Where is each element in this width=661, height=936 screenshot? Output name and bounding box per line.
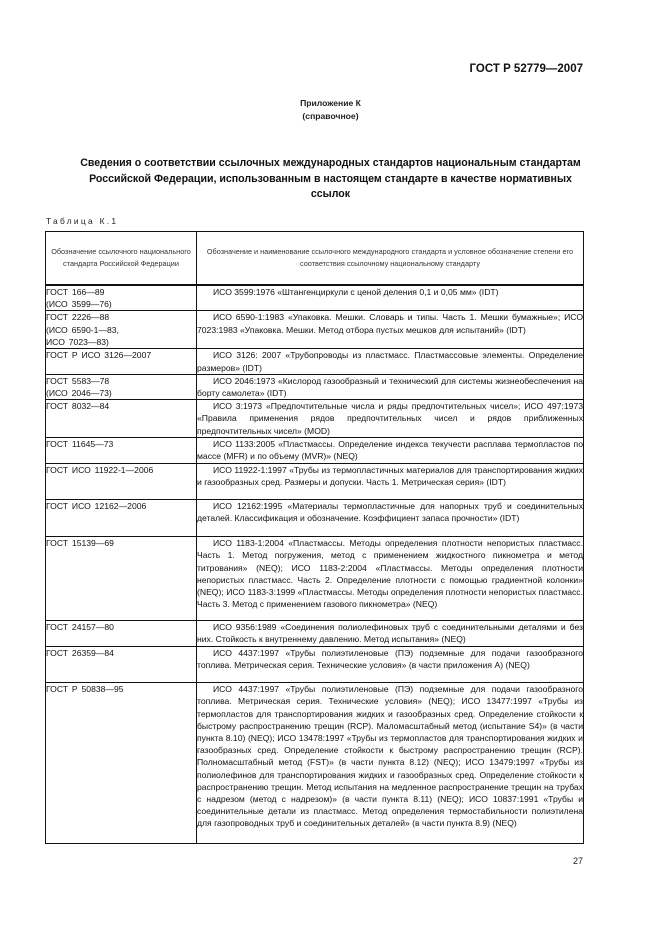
international-standard-text: ИСО 3599:1976 «Штангенциркули с ценой деления 0,1 и 0,05 мм» (IDT) [213, 287, 499, 297]
national-standard-cell [46, 349, 197, 374]
national-standard: ГОСТ 5583—78 [46, 375, 110, 386]
national-standard: ГОСТ 15139—69 [46, 538, 114, 549]
national-standard-cell [46, 400, 197, 438]
international-standard-cell [197, 621, 584, 647]
international-standard-text: ИСО 3126: 2007 «Трубопроводы из пластмасс. Пластмассовые элементы. Определение размеров» (IDT) [197, 350, 583, 373]
table-row [46, 285, 584, 311]
national-standard: ГОСТ ИСО 12162—2006 [46, 501, 147, 512]
national-standard: ГОСТ 166—89 [46, 287, 105, 297]
column-header-national [46, 232, 197, 286]
national-standard: ГОСТ 2226—88 [46, 312, 110, 323]
international-standard-text: ИСО 1183-1:2004 «Пластмассы. Методы определения плотности непористых пластмасс. Часть 1. Метод погружения, метод с применением жидкостного пикнометра и метод титрования» (NEQ); ИСО 1183-2:2004 «Пластмассы. Методы определения плотности непористых пластмасс. Часть 2. Определение плотности с помощью градиентной колонки» (NEQ); ИСО 1183-3:1999 «Пластмассы. Методы определения плотности непористых пластмасс. Часть 3. Метод с применением газового пикнометра» (NEQ) [197, 538, 583, 610]
header-line: Обозначение ссылочного [51, 247, 138, 257]
national-standard: ГОСТ 11645—73 [46, 439, 114, 450]
international-standard-text: ИСО 11922-1:1997 «Трубы из термопластичных материалов для транспортирования жидких и газообразных сред. Размеры и допуски. Часть 1. Метрическая серия» (IDT) [197, 465, 583, 488]
international-standard-text: ИСО 1133:2005 «Пластмассы. Определение индекса текучести расплава термопластов по массе (MFR) и по объему (MVR)» (NEQ) [197, 439, 583, 462]
international-standard-cell [197, 647, 584, 683]
table-row [46, 647, 584, 683]
section-title [40, 156, 621, 203]
international-standard-text: ИСО 6590-1:1983 «Упаковка. Мешки. Словарь и типы. Часть 1. Мешки бумажные»; ИСО 7023:1983 «Упаковка. Мешки. Метод отбора пустых мешков для испытаний» (IDT) [197, 312, 583, 335]
table-row [46, 464, 584, 500]
international-standard-cell [197, 500, 584, 537]
national-standard-cell [46, 464, 197, 500]
international-standard-cell [197, 683, 584, 844]
document-code: ГОСТ Р 52779—2007 [469, 63, 583, 75]
national-standard-cell [46, 438, 197, 464]
header-line: обозначение степени его соответствия ссылочному национальному стандарту [300, 247, 574, 268]
title-line: ссылок [310, 188, 351, 200]
national-standard: ГОСТ Р 50838—95 [46, 684, 124, 695]
table-row [46, 621, 584, 647]
appendix-heading [0, 97, 661, 123]
international-standard-text: ИСО 9356:1989 «Соединения полиолефиновых труб с соединительными деталями и без них. Стойкость к внутреннему давлению. Метод испытания» (NEQ) [197, 622, 583, 645]
international-standard-text: ИСО 4437:1997 «Трубы полиэтиленовые (ПЭ) подземные для подачи газообразного топлива. Метрическая серия. Технические условия» (в части приложения А) (NEQ) [197, 648, 583, 671]
international-standard-cell [197, 464, 584, 500]
header-line: национального стандарта [63, 247, 191, 268]
title-line: Российской Федерации, использованным в настоящем стандарте в качестве нормативных [89, 172, 572, 185]
national-standard: (ИСО 2046—73) [46, 388, 112, 399]
national-standard: ГОСТ 24157—80 [46, 622, 114, 633]
national-standard-cell [46, 500, 197, 537]
international-standard-cell [197, 311, 584, 349]
table-row [46, 311, 584, 349]
table-caption: Таблица К.1 [46, 216, 119, 226]
table-row [46, 400, 584, 438]
national-standard-cell [46, 683, 197, 844]
appendix-label: Приложение К [300, 98, 361, 108]
international-standard-cell [197, 285, 584, 311]
national-standard: ГОСТ Р ИСО 3126—2007 [46, 350, 152, 361]
international-standard-text: ИСО 4437:1997 «Трубы полиэтиленовые (ПЭ) подземные для подачи газообразного топлива. Метрическая серия. Технические условия» (NEQ); ИСО 13477:1997 «Трубы из термопластов для транспортирования жидких и газообразных сред. Определение стойкости к быстрому распространению трещин (RCP). Маломасштабный метод (испытание S4)» (в части пункта 8.10) (NEQ); ИСО 13478:1997 «Трубы из термопластов для транспортирования жидких и газообразных сред. Определение стойкости к быстрому распространению трещин (RCP). Полномасштабный метод (FST)» (в части пункта 8.12) (NEQ); ИСО 13479:1997 «Трубы из полиолефинов для транспортирования жидких и газообразных сред. Определение стойкости к распространению трещин. Метод испытания на медленное распространение трещин на трубах с надрезом (метод с надрезом)» (в части пункта 8.11) (NEQ); ИСО 10837:1991 «Трубы и соединительные детали из пластмасс. Метод определения термостабильности полиэтилена для газопроводных труб и соединительных деталей» (в части пункта 8.9) (NEQ) [197, 684, 583, 829]
international-standard-text: ИСО 12162:1995 «Материалы термопластичные для напорных труб и соединительных деталей. Классификация и обозначение. Коэффициент запаса прочности» (IDT) [197, 501, 583, 524]
national-standard: ИСО 7023—83) [46, 336, 109, 347]
national-standard-cell [46, 374, 197, 399]
national-standard: (ИСО 6590-1—83, [46, 324, 119, 335]
international-standard-text: ИСО 3:1973 «Предпочтительные числа и ряды предпочтительных чисел»; ИСО 497:1973 «Правила применения рядов предпочтительных чисел и рядов приближенных предпочтительных чисел» (MOD) [197, 401, 583, 436]
international-standard-cell [197, 537, 584, 621]
page-number: 27 [572, 856, 583, 866]
table-row [46, 349, 584, 374]
international-standard-cell [197, 374, 584, 399]
national-standard-cell [46, 621, 197, 647]
international-standard-text: ИСО 2046:1973 «Кислород газообразный и технический для системы жизнеобеспечения на борту самолета» (IDT) [197, 375, 583, 399]
national-standard-cell [46, 311, 197, 349]
international-standard-cell [197, 349, 584, 374]
table-header-row [46, 232, 584, 286]
header-line: Российской Федерации [99, 259, 179, 268]
standards-correspondence-table [45, 231, 584, 844]
national-standard: ГОСТ 26359—84 [46, 648, 114, 659]
international-standard-cell [197, 400, 584, 438]
national-standard: ГОСТ ИСО 11922-1—2006 [46, 465, 154, 476]
national-standard-cell [46, 285, 197, 311]
international-standard-cell [197, 438, 584, 464]
table-row [46, 683, 584, 844]
header-line: Обозначение и наименование ссылочного международного стандарта и условное [206, 247, 486, 257]
table-row [46, 500, 584, 537]
column-header-international [197, 232, 584, 286]
national-standard-cell [46, 647, 197, 683]
table-row [46, 537, 584, 621]
title-line: Сведения о соответствии ссылочных международных стандартов национальным стандартам [80, 157, 581, 169]
table-row [46, 438, 584, 464]
appendix-type: (справочное) [302, 111, 359, 121]
national-standard: (ИСО 3599—76) [46, 299, 112, 310]
national-standard: ГОСТ 8032—84 [46, 401, 110, 412]
table-row [46, 374, 584, 399]
national-standard-cell [46, 537, 197, 621]
